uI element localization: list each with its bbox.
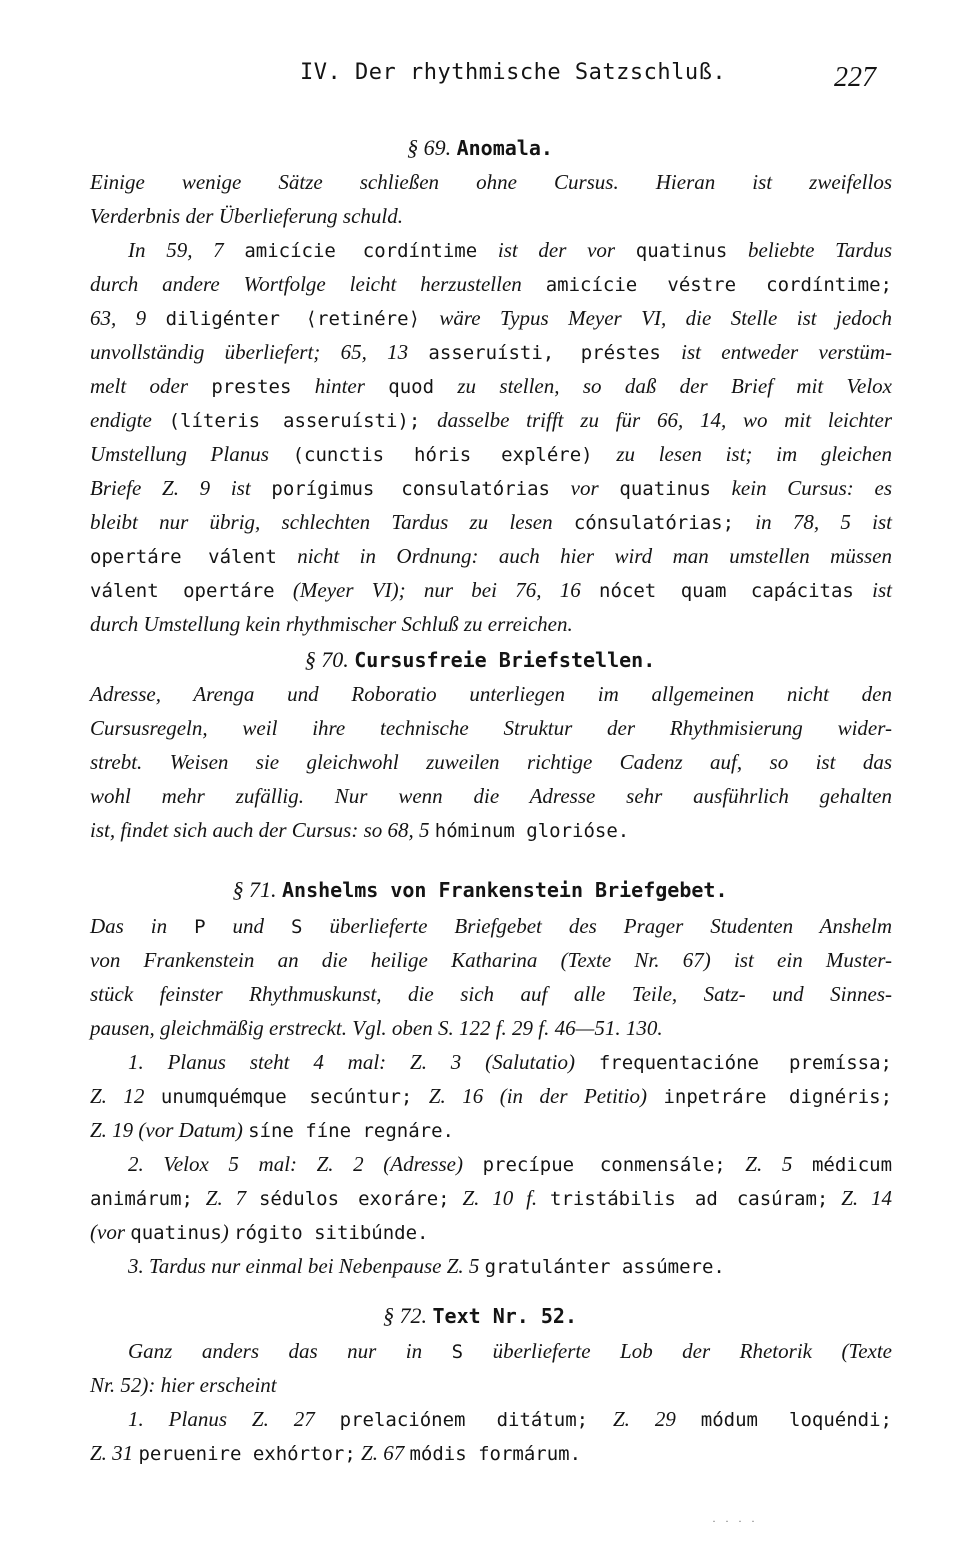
text-line bbox=[128, 233, 892, 267]
section-number: § 71. bbox=[232, 877, 277, 902]
latin-text: diligénter ⟨retinére⟩ bbox=[165, 308, 420, 330]
text-line bbox=[90, 943, 892, 977]
german-text: Z. 31 bbox=[90, 1441, 139, 1465]
german-text: wohl mehr zufällig. Nur wenn die Adresse sehr ausführlich gehalten bbox=[90, 784, 892, 808]
latin-text: unumquémque secúntur; bbox=[160, 1086, 413, 1108]
german-text: von Frankenstein an die heilige Katharina (Texte Nr. 67) ist ein Muster- bbox=[90, 948, 892, 972]
section-heading bbox=[0, 131, 960, 165]
latin-text: quatinus bbox=[619, 478, 711, 500]
text-line bbox=[128, 1334, 892, 1368]
latin-text: opertáre válent bbox=[90, 546, 277, 568]
section-heading bbox=[0, 1299, 960, 1333]
german-text: ist bbox=[853, 578, 892, 602]
text-line bbox=[90, 1181, 892, 1215]
german-text: melt oder bbox=[90, 374, 212, 398]
german-text: stück feinster Rhythmuskunst, die sich auf alle Teile, Satz- und Sinnes- bbox=[90, 982, 892, 1006]
german-text: ist, findet sich auch der Cursus: so 68, 5 bbox=[90, 818, 435, 842]
text-line bbox=[128, 1045, 892, 1079]
text-line bbox=[90, 437, 892, 471]
german-text: überlieferte Briefgebet des Prager Studenten Anshelm bbox=[302, 914, 892, 938]
german-text: Z. 14 bbox=[828, 1186, 892, 1210]
german-text: vor bbox=[549, 476, 620, 500]
latin-text: nócet quam capácitas bbox=[599, 580, 854, 602]
german-text: Umstellung Planus bbox=[90, 442, 293, 466]
latin-text: módis formárum. bbox=[409, 1443, 582, 1465]
german-text: Z. 10 f. bbox=[449, 1186, 551, 1210]
text-line bbox=[90, 607, 892, 641]
german-text: durch Umstellung kein rhythmischer Schluß zu erreichen. bbox=[90, 612, 573, 636]
latin-text: tristábilis ad casúram; bbox=[550, 1188, 829, 1210]
text-line bbox=[90, 977, 892, 1011]
latin-text: válent opertáre bbox=[90, 580, 275, 602]
footer-marks: · · · · bbox=[712, 1514, 758, 1528]
german-text: Nr. 52): hier erscheint bbox=[90, 1373, 277, 1397]
latin-text: (líteris asseruísti); bbox=[168, 410, 421, 432]
latin-text: quatinus bbox=[130, 1222, 222, 1244]
german-text: ) bbox=[221, 1220, 235, 1244]
latin-text: quatinus bbox=[635, 240, 728, 262]
latin-text: cónsulatórias; bbox=[573, 512, 735, 534]
section-title: Anomala. bbox=[456, 136, 553, 160]
section-number: § 69. bbox=[407, 135, 452, 160]
latin-text: peruenire exhórtor; bbox=[138, 1443, 356, 1465]
german-text: Z. 19 (vor Datum) bbox=[90, 1118, 249, 1142]
german-text: kein Cursus: es bbox=[710, 476, 892, 500]
text-line bbox=[90, 813, 892, 847]
latin-text: síne fíne regnáre. bbox=[248, 1120, 454, 1142]
german-text: zu stellen, so daß der Brief mit Velox bbox=[434, 374, 892, 398]
latin-text: precípue conmensále; bbox=[482, 1154, 726, 1176]
latin-text: asseruísti, préstes bbox=[428, 342, 661, 364]
section-title: Anshelms von Frankenstein Briefgebet. bbox=[281, 878, 728, 902]
german-text: 3. Tardus nur einmal bei Nebenpause Z. 5 bbox=[128, 1254, 485, 1278]
latin-text: prelaciónem ditátum; bbox=[339, 1409, 589, 1431]
german-text: Z. 29 bbox=[588, 1407, 701, 1431]
text-line bbox=[128, 1249, 892, 1283]
german-text: 1. Planus Z. 27 bbox=[128, 1407, 340, 1431]
german-text: wäre Typus Meyer VI, die Stelle ist jedoch bbox=[419, 306, 892, 330]
german-text: Z. 12 bbox=[90, 1084, 161, 1108]
latin-text: frequentacióne premíssa; bbox=[598, 1052, 892, 1074]
text-line bbox=[90, 539, 892, 573]
german-text: 63, 9 bbox=[90, 306, 166, 330]
latin-text: prestes bbox=[211, 376, 292, 398]
german-text: ist der vor bbox=[477, 238, 636, 262]
latin-text: gratulánter assúmere. bbox=[484, 1256, 725, 1278]
section-number: § 70. bbox=[304, 647, 349, 672]
latin-text: inpetráre dignéris; bbox=[663, 1086, 893, 1108]
german-text: 1. Planus steht 4 mal: Z. 3 (Salutatio) bbox=[128, 1050, 599, 1074]
latin-text: sédulos exoráre; bbox=[258, 1188, 450, 1210]
text-line bbox=[90, 199, 892, 233]
german-text: (vor bbox=[90, 1220, 131, 1244]
german-text: Briefe Z. 9 ist bbox=[90, 476, 272, 500]
text-line bbox=[90, 1368, 892, 1402]
latin-text: S bbox=[451, 1341, 464, 1363]
german-text: nicht in Ordnung: auch hier wird man umstellen müssen bbox=[276, 544, 892, 568]
german-text: Das in bbox=[90, 914, 195, 938]
german-text: Einige wenige Sätze schließen ohne Cursus. Hieran ist zweifellos bbox=[90, 170, 892, 194]
text-line bbox=[90, 1215, 892, 1249]
section-heading bbox=[0, 873, 960, 907]
text-line bbox=[128, 1147, 892, 1181]
latin-text: amicície véstre cordíntime; bbox=[545, 274, 892, 296]
german-text: und bbox=[205, 914, 292, 938]
text-line bbox=[90, 403, 892, 437]
page-number: 227 bbox=[834, 62, 876, 93]
text-line bbox=[90, 1079, 892, 1113]
latin-text: (cunctis hóris explére) bbox=[292, 444, 593, 466]
german-text: pausen, gleichmäßig erstreckt. Vgl. oben S. 122 f. 29 f. 46—51. 130. bbox=[90, 1016, 663, 1040]
german-text: Z. 7 bbox=[192, 1186, 259, 1210]
latin-text: P bbox=[194, 916, 206, 938]
german-text: 2. Velox 5 mal: Z. 2 (Adresse) bbox=[128, 1152, 483, 1176]
latin-text: hóminum glorióse. bbox=[434, 820, 630, 842]
german-text: (Meyer VI); nur bei 76, 16 bbox=[274, 578, 600, 602]
text-line bbox=[90, 779, 892, 813]
text-line bbox=[90, 267, 892, 301]
german-text: Adresse, Arenga und Roboratio unterliegen im allgemeinen nicht den bbox=[90, 682, 892, 706]
german-text: Z. 67 bbox=[355, 1441, 410, 1465]
german-text: hinter bbox=[291, 374, 389, 398]
section-title: Cursusfreie Briefstellen. bbox=[354, 648, 656, 672]
german-text: Verderbnis der Überlieferung schuld. bbox=[90, 204, 404, 228]
german-text: Ganz anders das nur in bbox=[128, 1339, 452, 1363]
text-line bbox=[90, 1113, 892, 1147]
text-line bbox=[90, 909, 892, 943]
page-header bbox=[0, 60, 960, 100]
latin-text: médicum bbox=[811, 1154, 893, 1176]
german-text: Cursusregeln, weil ihre technische Struktur der Rhythmisierung wider- bbox=[90, 716, 892, 740]
latin-text: rógito sitibúnde. bbox=[234, 1222, 429, 1244]
text-line bbox=[90, 505, 892, 539]
german-text: Z. 16 (in der Petitio) bbox=[412, 1084, 664, 1108]
text-line bbox=[90, 471, 892, 505]
latin-text: módum loquéndi; bbox=[700, 1409, 892, 1431]
text-line bbox=[90, 165, 892, 199]
german-text: dasselbe trifft zu für 66, 14, wo mit leichter bbox=[420, 408, 893, 432]
german-text: bleibt nur übrig, schlechten Tardus zu lesen bbox=[90, 510, 574, 534]
text-line bbox=[90, 677, 892, 711]
text-line bbox=[90, 369, 892, 403]
text-line bbox=[90, 1436, 892, 1470]
section-number: § 72. bbox=[383, 1303, 427, 1328]
section-heading bbox=[0, 643, 960, 677]
german-text: unvollständig überliefert; 65, 13 bbox=[90, 340, 429, 364]
german-text: überlieferte Lob der Rhetorik (Texte bbox=[463, 1339, 892, 1363]
german-text: strebt. Weisen sie gleichwohl zuweilen richtige Cadenz auf, so ist das bbox=[90, 750, 892, 774]
text-line bbox=[90, 1011, 892, 1045]
text-line bbox=[90, 335, 892, 369]
german-text: ist entweder verstüm- bbox=[660, 340, 892, 364]
text-line bbox=[90, 301, 892, 335]
german-text: in 78, 5 ist bbox=[734, 510, 892, 534]
latin-text: quod bbox=[388, 376, 435, 398]
latin-text: animárum; bbox=[90, 1188, 193, 1210]
german-text: beliebte Tardus bbox=[727, 238, 892, 262]
text-line bbox=[90, 573, 892, 607]
german-text: Z. 5 bbox=[725, 1152, 812, 1176]
german-text: zu lesen ist; im gleichen bbox=[592, 442, 892, 466]
running-head: IV. Der rhythmische Satzschluß. bbox=[300, 60, 727, 85]
text-line bbox=[128, 1402, 892, 1436]
latin-text: S bbox=[291, 916, 303, 938]
latin-text: amicície cordíntime bbox=[244, 240, 478, 262]
section-title: Text Nr. 52. bbox=[432, 1304, 577, 1328]
german-text: durch andere Wortfolge leicht herzustellen bbox=[90, 272, 546, 296]
german-text: endigte bbox=[90, 408, 169, 432]
text-line bbox=[90, 711, 892, 745]
text-line bbox=[90, 745, 892, 779]
latin-text: porígimus consulatórias bbox=[271, 478, 550, 500]
german-text: In 59, 7 bbox=[128, 238, 245, 262]
